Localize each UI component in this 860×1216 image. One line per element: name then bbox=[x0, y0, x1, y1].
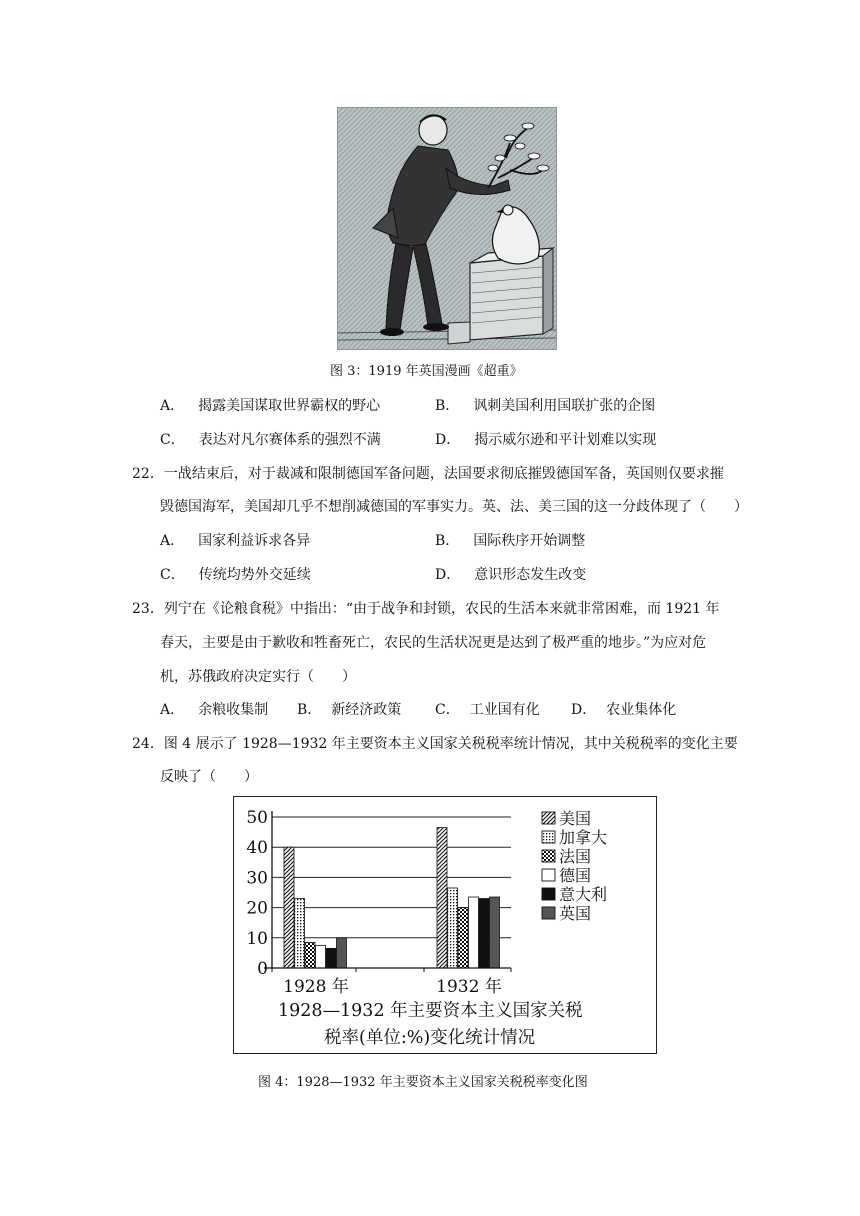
chart-title-line2: 税率(单位:%)变化统计情况 bbox=[324, 1028, 536, 1048]
bar bbox=[490, 897, 500, 968]
q21-option-c[interactable] bbox=[160, 429, 381, 449]
question-text: 图 4 展示了 1928—1932 年主要资本主义国家关税税率统计情况，其中关税税率的变化主要 bbox=[163, 736, 738, 752]
legend-label: 美国 bbox=[559, 809, 592, 828]
option-letter: B． bbox=[435, 533, 460, 549]
question-number: 23． bbox=[132, 601, 164, 617]
option-text: 表达对凡尔赛体系的强烈不满 bbox=[198, 432, 381, 448]
q21-option-a[interactable] bbox=[160, 395, 380, 415]
q23-line2: 春天，主要是由于歉收和牲畜死亡，农民的生活状况更是达到了极严重的地步。”为应对危 bbox=[160, 635, 707, 651]
legend-label: 意大利 bbox=[559, 885, 608, 904]
option-letter: C． bbox=[435, 702, 460, 718]
legend-swatch bbox=[542, 869, 555, 881]
q22-option-a[interactable] bbox=[160, 530, 310, 550]
question-number: 24． bbox=[132, 736, 164, 752]
bar bbox=[479, 899, 489, 968]
bar bbox=[458, 908, 468, 968]
option-text: 讽刺美国利用国联扩张的企图 bbox=[473, 398, 656, 414]
option-text: 农业集体化 bbox=[606, 702, 677, 718]
option-letter: A． bbox=[160, 702, 185, 718]
q23-option-d[interactable] bbox=[571, 699, 676, 719]
option-letter: D． bbox=[435, 432, 461, 448]
option-letter: D． bbox=[571, 702, 597, 718]
q22-option-b[interactable] bbox=[435, 530, 585, 550]
q23-option-a[interactable] bbox=[160, 699, 268, 719]
option-letter: D． bbox=[435, 567, 461, 583]
q23-option-c[interactable] bbox=[435, 699, 540, 719]
tariff-chart bbox=[233, 796, 657, 1054]
option-letter: B． bbox=[297, 702, 322, 718]
option-text: 揭示威尔逊和平计划难以实现 bbox=[474, 432, 657, 448]
legend-label: 加拿大 bbox=[559, 828, 608, 847]
option-letter: C． bbox=[160, 432, 185, 448]
bar bbox=[469, 897, 479, 968]
q23-line1 bbox=[132, 598, 720, 618]
y-tick-label: 20 bbox=[246, 898, 268, 919]
q22-option-d[interactable] bbox=[435, 564, 586, 584]
bar bbox=[337, 938, 347, 968]
q21-option-d[interactable] bbox=[435, 429, 656, 449]
option-letter: A． bbox=[160, 533, 185, 549]
x-category-label: 1932 年 bbox=[436, 977, 502, 997]
legend-swatch bbox=[542, 812, 555, 824]
legend-label: 德国 bbox=[559, 866, 592, 885]
q21-option-b[interactable] bbox=[435, 395, 655, 415]
option-text: 国际秩序开始调整 bbox=[473, 533, 586, 549]
option-text: 传统均势外交延续 bbox=[198, 567, 311, 583]
option-text: 新经济政策 bbox=[331, 702, 402, 718]
legend-label: 英国 bbox=[559, 904, 592, 923]
option-text: 国家利益诉求各异 bbox=[198, 533, 311, 549]
figure3-caption: 图 3：1919 年英国漫画《超重》 bbox=[330, 364, 523, 379]
tariff-chart-svg bbox=[234, 797, 656, 1053]
option-letter: A． bbox=[160, 398, 185, 414]
option-letter: B． bbox=[435, 398, 460, 414]
y-tick-label: 0 bbox=[257, 959, 268, 979]
question-text: 列宁在《论粮食税》中指出：“由于战争和封锁，农民的生活本来就非常困难，而 1921 年 bbox=[163, 601, 720, 617]
y-tick-label: 10 bbox=[246, 928, 268, 949]
q22-line2: 毁德国海军，美国却几乎不想削减德国的军事实力。英、法、美三国的这一分歧体现了（ ） bbox=[160, 499, 748, 515]
bar bbox=[305, 942, 315, 968]
cartoon-drawing bbox=[338, 108, 556, 349]
legend-swatch bbox=[542, 831, 555, 843]
question-number: 22． bbox=[132, 466, 164, 482]
legend-swatch bbox=[542, 907, 555, 919]
legend-label: 法国 bbox=[559, 847, 592, 866]
cartoon-image bbox=[337, 107, 557, 350]
bar bbox=[437, 828, 447, 968]
y-tick-label: 40 bbox=[246, 838, 268, 859]
option-text: 意识形态发生改变 bbox=[474, 567, 587, 583]
q22-option-c[interactable] bbox=[160, 564, 311, 584]
legend-swatch bbox=[542, 888, 555, 900]
option-text: 工业国有化 bbox=[469, 702, 540, 718]
q23-option-b[interactable] bbox=[297, 699, 401, 719]
y-tick-label: 50 bbox=[246, 808, 268, 828]
q24-line2: 反映了（ ） bbox=[160, 769, 258, 785]
y-tick-label: 30 bbox=[246, 868, 268, 889]
x-category-label: 1928 年 bbox=[283, 977, 349, 997]
bar bbox=[448, 888, 458, 968]
bar bbox=[316, 945, 326, 968]
bar bbox=[284, 847, 294, 968]
legend-swatch bbox=[542, 850, 555, 862]
question-text: 一战结束后，对于裁减和限制德国军备问题，法国要求彻底摧毁德国军备，英国则仅要求摧 bbox=[163, 466, 724, 482]
option-text: 揭露美国谋取世界霸权的野心 bbox=[198, 398, 381, 414]
option-letter: C． bbox=[160, 567, 185, 583]
bar bbox=[326, 948, 336, 968]
q22-line1 bbox=[132, 463, 724, 483]
chart-title-line1: 1928—1932 年主要资本主义国家关税 bbox=[278, 1001, 583, 1021]
q23-line3: 机，苏俄政府决定实行（ ） bbox=[160, 669, 356, 685]
option-text: 余粮收集制 bbox=[198, 702, 269, 718]
q24-line1 bbox=[132, 733, 738, 753]
figure4-caption: 图 4：1928—1932 年主要资本主义国家关税税率变化图 bbox=[258, 1075, 588, 1090]
bar bbox=[295, 899, 305, 968]
